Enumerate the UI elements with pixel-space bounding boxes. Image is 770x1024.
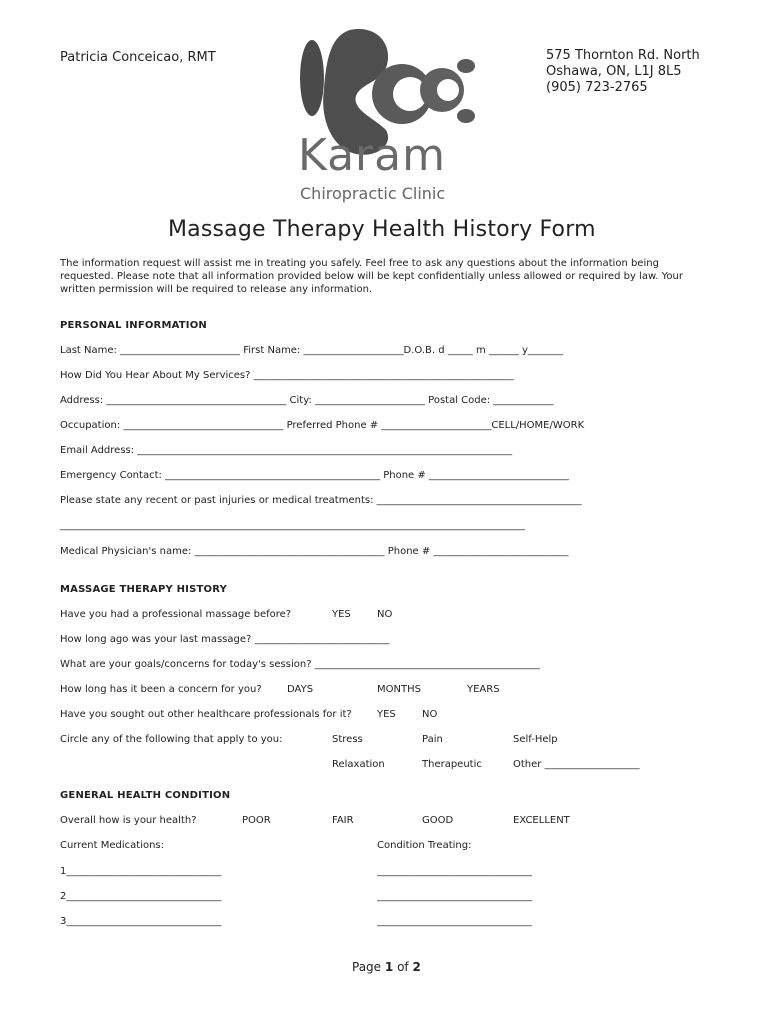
logo-name: Karam xyxy=(298,130,446,181)
address-field[interactable]: Address: ____________________________________ City: ______________________ Postal Code: ____________ xyxy=(60,395,554,406)
practitioner-name: Patricia Conceicao, RMT xyxy=(60,50,216,65)
address-line1: 575 Thornton Rd. North xyxy=(546,48,700,63)
prior-massage-question: Have you had a professional massage before? xyxy=(60,609,292,620)
condition-3-field[interactable]: _______________________________ xyxy=(377,916,532,927)
last-massage-field[interactable]: How long ago was your last massage? ___________________________ xyxy=(60,634,390,645)
option-stress[interactable]: Stress xyxy=(332,734,363,745)
other-professionals-question: Have you sought out other healthcare professionals for it? xyxy=(60,709,352,720)
intro-line2: requested. Please note that all information provided below will be kept confidentially unless allowed or required by law. Your xyxy=(60,271,683,282)
medication-3-field[interactable]: 3_______________________________ xyxy=(60,916,222,927)
email-field[interactable]: Email Address: ___________________________________________________________________________ xyxy=(60,445,513,456)
form-title: Massage Therapy Health History Form xyxy=(168,217,596,242)
duration-years[interactable]: YEARS xyxy=(467,684,500,695)
injuries-field-continued[interactable]: _____________________________________________________________________________________________ xyxy=(60,520,525,531)
referral-source-field[interactable]: How Did You Hear About My Services? ____________________________________________________ xyxy=(60,370,514,381)
health-good[interactable]: GOOD xyxy=(422,815,454,826)
duration-days[interactable]: DAYS xyxy=(287,684,314,695)
other-professionals-no[interactable]: NO xyxy=(422,709,438,720)
clinic-phone: (905) 723-2765 xyxy=(546,80,648,95)
goals-field[interactable]: What are your goals/concerns for today's session? _____________________________________________ xyxy=(60,659,540,670)
option-therapeutic[interactable]: Therapeutic xyxy=(422,759,482,770)
page-current: 1 xyxy=(384,960,394,974)
page-total: 2 xyxy=(412,960,421,974)
emergency-contact-field[interactable]: Emergency Contact: ___________________________________________ Phone # ____________________________ xyxy=(60,470,569,481)
health-poor[interactable]: POOR xyxy=(242,815,271,826)
option-pain[interactable]: Pain xyxy=(422,734,443,745)
clinic-logo xyxy=(290,18,490,208)
option-relaxation[interactable]: Relaxation xyxy=(332,759,385,770)
address-line2: Oshawa, ON, L1J 8L5 xyxy=(546,64,682,79)
health-fair[interactable]: FAIR xyxy=(332,815,354,826)
occupation-phone-field[interactable]: Occupation: ________________________________ Preferred Phone # ______________________CELL/HOME/WORK xyxy=(60,420,585,431)
injuries-field[interactable]: Please state any recent or past injuries or medical treatments: _________________________________________ xyxy=(60,495,582,506)
page-indicator xyxy=(352,960,421,974)
prior-massage-yes[interactable]: YES xyxy=(332,609,351,620)
general-heading: GENERAL HEALTH CONDITION xyxy=(60,790,231,801)
logo-tagline: Chiropractic Clinic xyxy=(300,184,446,203)
circle-options-question: Circle any of the following that apply to you: xyxy=(60,734,283,745)
personal-heading: PERSONAL INFORMATION xyxy=(60,320,207,331)
prior-massage-no[interactable]: NO xyxy=(377,609,393,620)
medication-1-field[interactable]: 1_______________________________ xyxy=(60,866,222,877)
massage-heading: MASSAGE THERAPY HISTORY xyxy=(60,584,228,595)
option-other-field[interactable]: Other ___________________ xyxy=(513,759,640,770)
condition-label: Condition Treating: xyxy=(377,840,472,851)
personal-name-dob-field[interactable]: Last Name: ________________________ First Name: ____________________D.O.B. d _____ m ______ y_______ xyxy=(60,345,563,356)
other-professionals-yes[interactable]: YES xyxy=(377,709,396,720)
medications-label: Current Medications: xyxy=(60,840,165,851)
overall-health-question: Overall how is your health? xyxy=(60,815,197,826)
concern-duration-question: How long has it been a concern for you? xyxy=(60,684,262,695)
health-excellent[interactable]: EXCELLENT xyxy=(513,815,570,826)
condition-2-field[interactable]: _______________________________ xyxy=(377,891,532,902)
physician-field[interactable]: Medical Physician's name: ______________________________________ Phone # ___________________________ xyxy=(60,546,569,557)
duration-months[interactable]: MONTHS xyxy=(377,684,421,695)
intro-line3: written permission will be required to release any information. xyxy=(60,284,373,295)
medication-2-field[interactable]: 2_______________________________ xyxy=(60,891,222,902)
intro-line1: The information request will assist me in treating you safely. Feel free to ask any questions about the information being xyxy=(60,258,659,269)
option-self-help[interactable]: Self-Help xyxy=(513,734,558,745)
of-word: of xyxy=(397,960,409,974)
page-word: Page xyxy=(352,960,382,974)
condition-1-field[interactable]: _______________________________ xyxy=(377,866,532,877)
